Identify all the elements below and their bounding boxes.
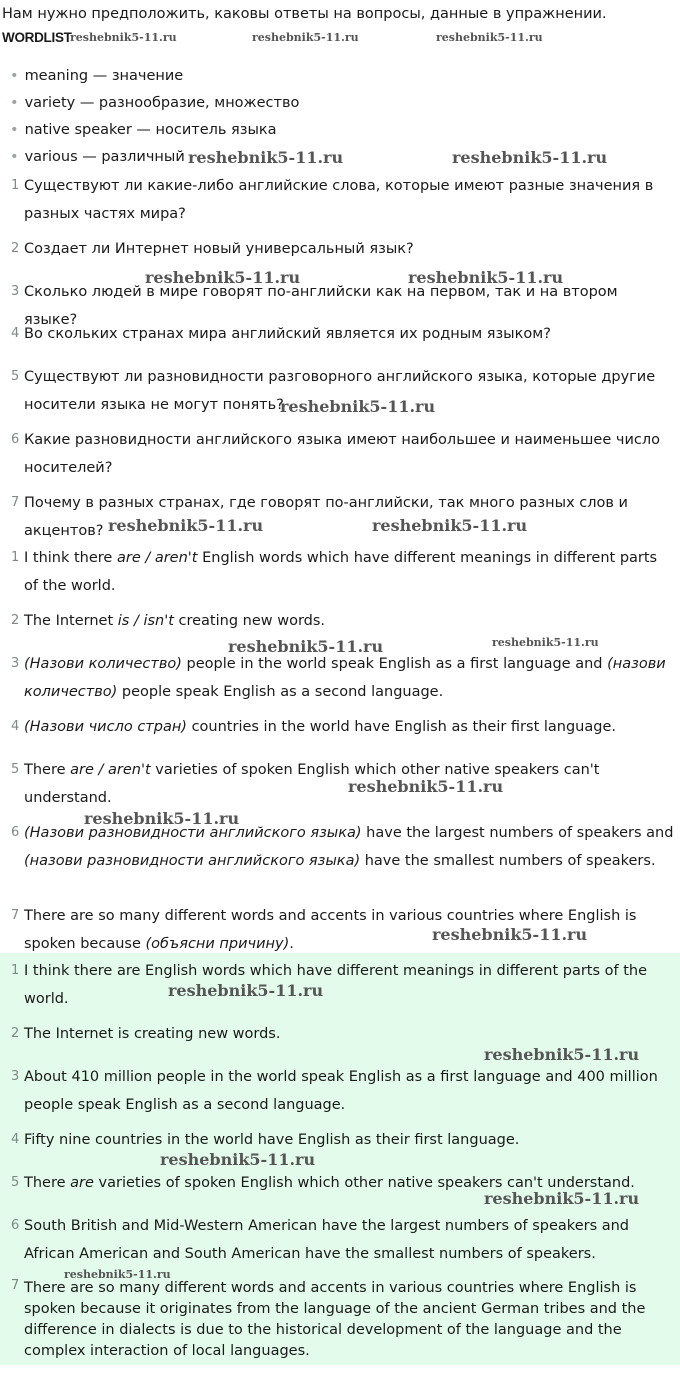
italic-text: are xyxy=(70,1175,94,1191)
watermark: reshebnik5-11.ru xyxy=(348,777,504,796)
wordlist-item: • variety — разнообразие, множество xyxy=(10,92,299,114)
item-text: I think there are English words which have different meanings in different parts of the world. xyxy=(24,963,648,1007)
italic-text: (объясни причину) xyxy=(145,936,290,952)
italic-text: is / isn't xyxy=(117,613,174,629)
question-item xyxy=(11,235,674,263)
watermark: reshebnik5-11.ru xyxy=(84,809,240,828)
answer-item xyxy=(11,1275,674,1362)
italic-text: (Назови количество) xyxy=(24,656,182,672)
item-number: 1 xyxy=(11,178,20,193)
item-text: English words which have different meanings in different parts of the world. xyxy=(24,550,658,594)
question-item xyxy=(11,320,674,348)
watermark: reshebnik5-11.ru xyxy=(372,516,528,535)
question-text: Существуют ли разновидности разговорного английского языка, которые другие носители языка не могут понять? xyxy=(24,369,656,413)
item-text: have the largest numbers of speakers and xyxy=(361,825,674,841)
item-number: 4 xyxy=(11,326,20,341)
item-number: 7 xyxy=(11,908,20,923)
item-text: There are so many different words and accents in various countries where English is spoken because xyxy=(24,908,637,952)
item-text: countries in the world have English as their first language. xyxy=(186,719,616,735)
answer-item xyxy=(11,1020,674,1048)
watermark: reshebnik5-11.ru xyxy=(228,637,384,656)
item-text: . xyxy=(289,936,294,952)
item-text: have the smallest numbers of speakers. xyxy=(360,853,656,869)
intro-text: Нам нужно предположить, каковы ответы на вопросы, данные в упражнении. xyxy=(2,6,607,22)
item-number: 1 xyxy=(11,550,20,565)
watermark: reshebnik5-11.ru xyxy=(252,31,359,44)
item-number: 3 xyxy=(11,656,20,671)
item-number: 3 xyxy=(11,284,20,299)
watermark: reshebnik5-11.ru xyxy=(145,268,301,287)
watermark: reshebnik5-11.ru xyxy=(452,148,608,167)
item-text: There xyxy=(24,762,71,778)
watermark: reshebnik5-11.ru xyxy=(436,31,543,44)
item-number: 6 xyxy=(11,432,20,447)
item-number: 3 xyxy=(11,1069,20,1084)
italic-text: (Назови число стран) xyxy=(24,719,187,735)
item-text: The Internet xyxy=(24,613,118,629)
template-item xyxy=(11,544,674,600)
item-number: 2 xyxy=(11,241,20,256)
answer-item xyxy=(11,1063,674,1119)
italic-text: are / aren't xyxy=(70,762,151,778)
item-number: 4 xyxy=(11,1132,20,1147)
item-text: Fifty nine countries in the world have English as their first language. xyxy=(24,1132,520,1148)
item-number: 4 xyxy=(11,719,20,734)
item-number: 2 xyxy=(11,613,20,628)
watermark: reshebnik5-11.ru xyxy=(492,636,599,649)
watermark: reshebnik5-11.ru xyxy=(108,516,264,535)
italic-text: (Назови разновидности английского языка) xyxy=(24,825,362,841)
template-item xyxy=(11,713,674,741)
item-number: 1 xyxy=(11,963,20,978)
item-number: 2 xyxy=(11,1026,20,1041)
watermark: reshebnik5-11.ru xyxy=(168,981,324,1000)
watermark: reshebnik5-11.ru xyxy=(432,925,588,944)
watermark: reshebnik5-11.ru xyxy=(64,1268,171,1281)
watermark: reshebnik5-11.ru xyxy=(160,1150,316,1169)
answer-item xyxy=(11,1212,674,1268)
wordlist-item: • native speaker — носитель языка xyxy=(10,119,277,141)
item-text: creating new words. xyxy=(173,613,326,629)
item-text: South British and Mid-Western American have the largest numbers of speakers and African American and South American have the smallest numbers of speakers. xyxy=(24,1218,630,1262)
answer-item xyxy=(11,957,674,1013)
question-item xyxy=(11,172,674,228)
question-text: Существуют ли какие-либо английские слова, которые имеют разные значения в разных частях мира? xyxy=(24,178,654,222)
question-text: Сколько людей в мире говорят по-английски как на первом, так и на втором языке? xyxy=(24,284,618,328)
item-text: varieties of spoken English which other native speakers can't understand. xyxy=(24,762,600,806)
question-item xyxy=(11,426,674,482)
italic-text: are / aren't xyxy=(116,550,198,566)
item-text: There xyxy=(24,1175,71,1191)
item-text: There are so many different words and accents in various countries where English is spoken because it originates from the language of the ancient German tribes and the difference in dialects is due to the historical development of the language and the complex interaction of local languages. xyxy=(24,1280,646,1359)
item-number: 5 xyxy=(11,369,20,384)
item-text: About 410 million people in the world speak English as a first language and 400 million people speak English as a second language. xyxy=(24,1069,658,1113)
template-item xyxy=(11,650,674,706)
item-number: 5 xyxy=(11,1175,20,1190)
item-text: people speak English as a second language. xyxy=(117,684,444,700)
wordlist-item: • meaning — значение xyxy=(10,65,183,87)
watermark: reshebnik5-11.ru xyxy=(280,397,436,416)
wordlist-item: • various — различный xyxy=(10,146,185,168)
question-text: Какие разновидности английского языка имеют наибольшее и наименьшее число носителей? xyxy=(24,432,660,476)
item-number: 6 xyxy=(11,1218,20,1233)
item-number: 7 xyxy=(11,495,20,510)
item-text: people in the world speak English as a first language and xyxy=(181,656,608,672)
question-text: Почему в разных странах, где говорят по-английски, так много разных слов и акцентов? xyxy=(24,495,628,539)
item-number: 7 xyxy=(11,1278,20,1293)
italic-text: (назови количество) xyxy=(24,656,666,700)
answer-item xyxy=(11,1126,674,1154)
watermark: reshebnik5-11.ru xyxy=(408,268,564,287)
italic-text: (назови разновидности английского языка) xyxy=(24,853,361,869)
watermark: reshebnik5-11.ru xyxy=(70,31,177,44)
watermark: reshebnik5-11.ru xyxy=(188,148,344,167)
wordlist-heading: WORDLIST xyxy=(2,30,72,45)
template-item xyxy=(11,607,674,635)
item-text: I think there xyxy=(24,550,117,566)
item-text: The Internet is creating new words. xyxy=(24,1026,281,1042)
item-number: 5 xyxy=(11,762,20,777)
item-text: varieties of spoken English which other native speakers can't understand. xyxy=(93,1175,635,1191)
question-text: Во скольких странах мира английский является их родным языком? xyxy=(24,326,551,342)
item-number: 6 xyxy=(11,825,20,840)
question-text: Создает ли Интернет новый универсальный язык? xyxy=(24,241,414,257)
watermark: reshebnik5-11.ru xyxy=(484,1045,640,1064)
watermark: reshebnik5-11.ru xyxy=(484,1189,640,1208)
